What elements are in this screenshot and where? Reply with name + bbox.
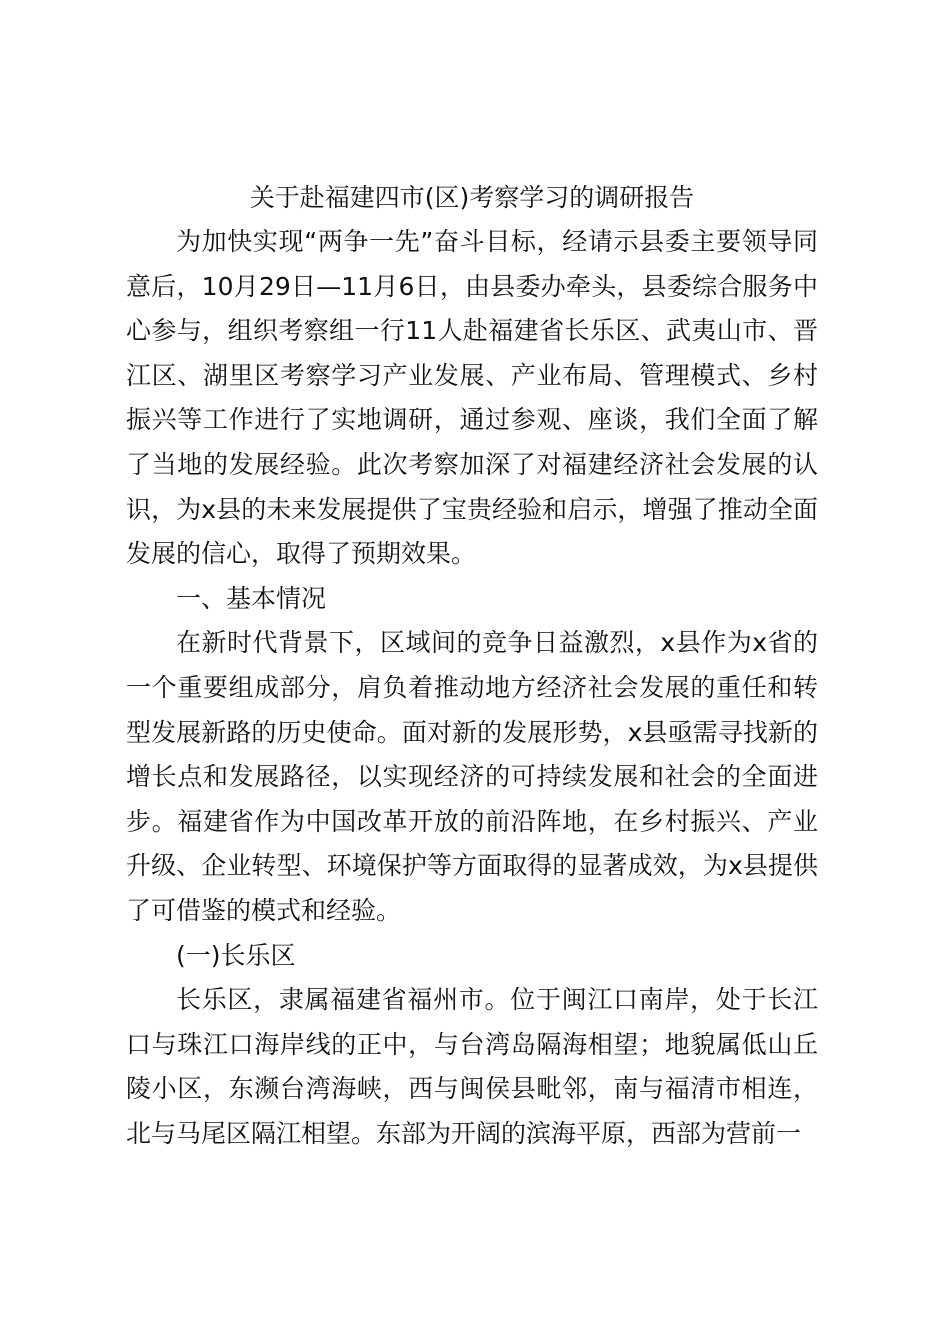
intro-paragraph: 为加快实现“两争一先”奋斗目标，经请示县委主要领导同意后，10月29日—11月6日，由县委办牵头，县委综合服务中心参与，组织考察组一行11人赴福建省长乐区、武夷山市、晋江区、湖里区考察学习产业发展、产业布局、管理模式、乡村振兴等工作进行了实地调研，通过参观、座谈，我们全面了解了当地的发展经验。此次考察加深了对福建经济社会发展的认识，为x县的未来发展提供了宝贵经验和启示，增强了推动全面发展的信心，取得了预期效果。 xyxy=(126,227,818,569)
changle-paragraph: 长乐区，隶属福建省福州市。位于闽江口南岸，处于长江口与珠江口海岸线的正中，与台湾岛隔海相望；地貌属低山丘陵小区，东濒台湾海峡，西与闽侯县毗邻，南与福清市相连，北与马尾区隔江相望。东部为开阔的滨海平原，西部为营前一 xyxy=(126,985,818,1148)
document-page xyxy=(126,176,818,1156)
background-paragraph: 在新时代背景下，区域间的竞争日益激烈，x县作为x省的一个重要组成部分，肩负着推动地方经济社会发展的重任和转型发展新路的历史使命。面对新的发展形势，x县亟需寻找新的增长点和发展路径，以实现经济的可持续发展和社会的全面进步。福建省作为中国改革开放的前沿阵地，在乡村振兴、产业升级、企业转型、环境保护等方面取得的显著成效，为x县提供了可借鉴的模式和经验。 xyxy=(126,628,818,925)
section-heading-basic-situation: 一、基本情况 xyxy=(176,583,327,613)
subsection-heading-changle: (一)长乐区 xyxy=(176,940,296,970)
document-title: 关于赴福建四市(区)考察学习的调研报告 xyxy=(249,183,695,212)
